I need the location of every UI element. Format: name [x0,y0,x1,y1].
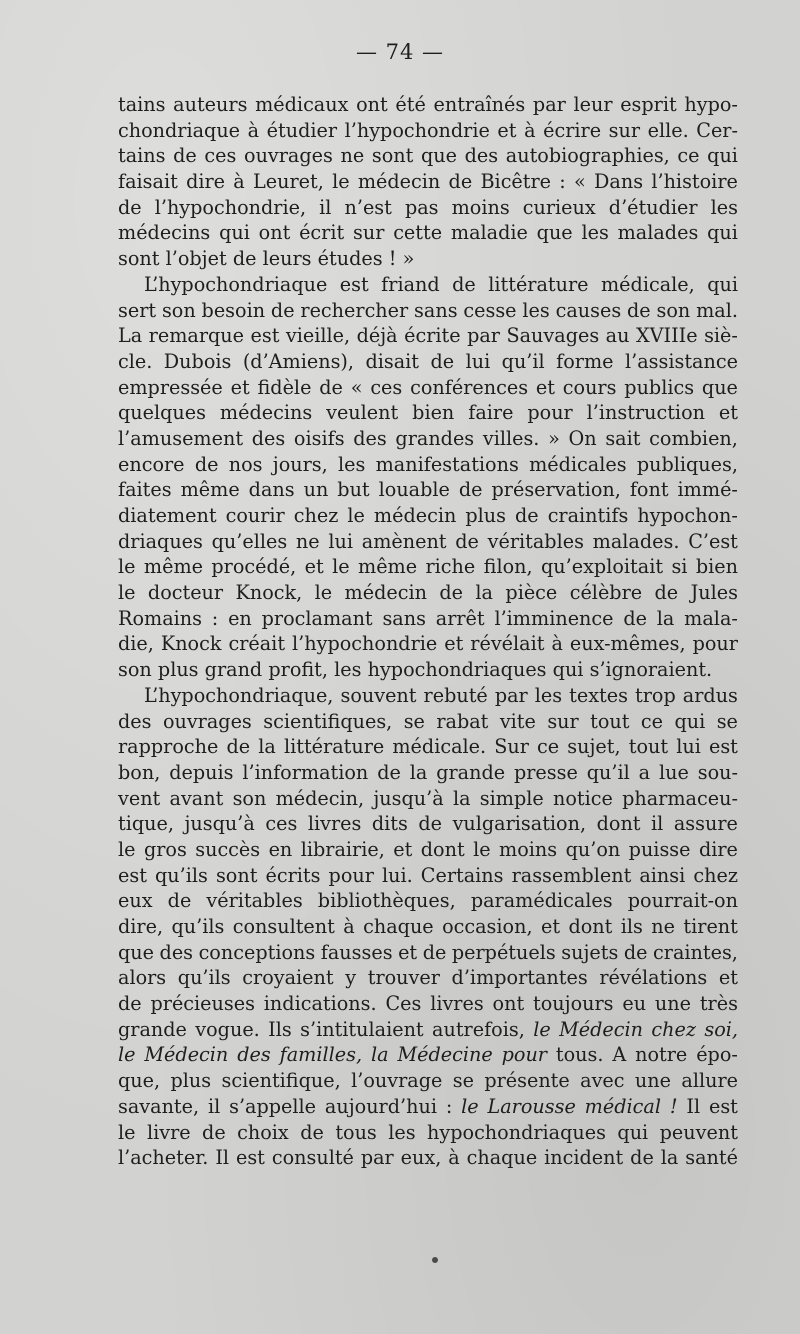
text-line: l’amusement des oisifs des grandes villes. » On sait combien, [118,426,738,450]
text-line: eux de véritables bibliothèques, paramédicales pourrait-on [118,889,738,913]
text-line: l’acheter. Il est consulté par eux, à chaque incident de la santé [118,1146,738,1170]
text-line: vent avant son médecin, jusqu’à la simple notice pharmaceu- [118,786,738,810]
text-line: des ouvrages scientifiques, se rabat vite sur tout ce qui se [118,709,738,733]
text-line: tains auteurs médicaux ont été entraînés par leur esprit hypo- [118,93,738,116]
text-line: dire, qu’ils consultent à chaque occasion, et dont ils ne tirent [118,915,738,938]
text-line: le livre de choix de tous les hypochondriaques qui peuvent [118,1120,738,1144]
text-line: grande vogue. Ils s’intitulaient autrefois, le Médecin chez soi, [118,1017,738,1041]
text-line: son plus grand profit, les hypochondriaques qui s’ignoraient. [118,658,713,682]
body-text [118,92,738,1171]
text-line: faisait dire à Leuret, le médecin de Bicêtre : « Dans l’histoire [118,170,738,194]
text-line: est qu’ils sont écrits pour lui. Certains rassemblent ainsi chez [118,863,738,887]
text-line: L’hypochondriaque, souvent rebuté par les textes trop ardus [144,683,738,707]
text-line: quelques médecins veulent bien faire pour l’instruction et [118,401,738,425]
text-line: de l’hypochondrie, il n’est pas moins curieux d’étudier les [118,195,738,219]
text-line: empressée et fidèle de « ces conférences et cours publics que [118,375,738,399]
text-line: sert son besoin de rechercher sans cesse les causes de son mal. [118,298,738,322]
ink-speck [432,1257,438,1263]
text-line: cle. Dubois (d’Amiens), disait de lui qu’il forme l’assistance [118,349,738,373]
text-line: de précieuses indications. Ces livres ont toujours eu une très [118,992,738,1016]
text-line: tains de ces ouvrages ne sont que des autobiographies, ce qui [118,144,738,168]
text-line: le gros succès en librairie, et dont le moins qu’on puisse dire [118,837,738,861]
text-line: encore de nos jours, les manifestations médicales publiques, [118,452,738,476]
text-line: tique, jusqu’à ces livres dits de vulgarisation, dont il assure [118,812,738,836]
text-line: driaques qu’elles ne lui amènent de véritables malades. C’est [118,529,738,553]
text-line: le même procédé, et le même riche filon, qu’exploitait si bien [118,555,738,579]
text-line: L’hypochondriaque est friand de littérature médicale, qui [144,272,738,296]
text-line: Romains : en proclamant sans arrêt l’imminence de la mala- [118,606,738,630]
text-line: diatement courir chez le médecin plus de craintifs hypochon- [118,504,738,527]
text-line: médecins qui ont écrit sur cette maladie que les malades qui [118,221,738,245]
text-line: le Médecin des familles, la Médecine pour tous. A notre épo- [118,1043,738,1067]
text-line: die, Knock créait l’hypochondrie et révélait à eux-mêmes, pour [118,632,738,656]
text-line: alors qu’ils croyaient y trouver d’importantes révélations et [118,966,738,990]
text-line: le docteur Knock, le médecin de la pièce célèbre de Jules [118,581,738,605]
text-line: bon, depuis l’information de la grande presse qu’il a lue sou- [118,760,738,784]
text-line: sont l’objet de leurs études ! » [118,247,415,271]
text-line: La remarque est vieille, déjà écrite par Sauvages au XVIIIe siè- [118,324,738,348]
text-line: rapproche de la littérature médicale. Sur ce sujet, tout lui est [118,735,738,759]
text-line: faites même dans un but louable de préservation, font immé- [118,478,738,502]
text-line: chondriaque à étudier l’hypochondrie et à écrire sur elle. Cer- [118,118,738,142]
text-line: savante, il s’appelle aujourd’hui : le Larousse médical ! Il est [118,1094,738,1118]
text-line: que, plus scientifique, l’ouvrage se présente avec une allure [118,1069,738,1093]
text-line: que des conceptions fausses et de perpétuels sujets de craintes, [118,940,738,964]
page-number: — 74 — [355,40,445,64]
